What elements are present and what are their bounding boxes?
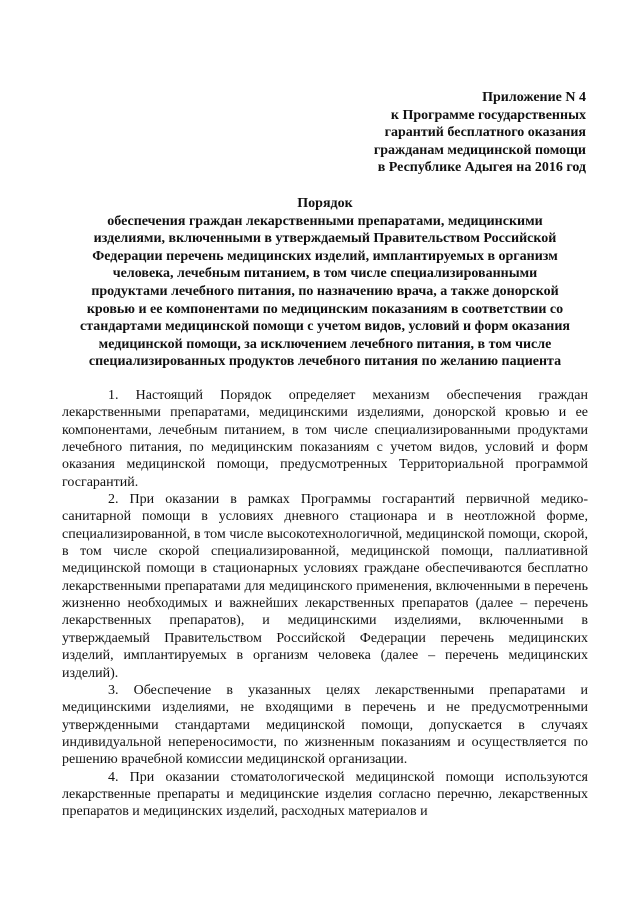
appendix-line: к Программе государственных [390,107,586,123]
title-line: кровью и ее компонентами по медицинским показаниям в соответствии со [86,301,564,317]
title-line: стандартами медицинской помощи с учетом видов, условий и форм оказания [79,319,570,335]
title-line: специализированных продуктов лечебного питания по желанию пациента [88,354,562,370]
appendix-line: Приложение N 4 [482,90,586,105]
appendix-line: гарантий бесплатного оказания [384,125,586,140]
paragraph-1: 1. Настоящий Порядок определяет механизм обеспечения граждан лекарственными препаратами, медицинскими изделиями, донорской кровью и ее компонентами, лечебным питанием, в том числе специализированными продуктами лечебного питания, по медицинским показаниям с учетом видов, условий и форм оказания медицинской помощи, предусмотренных Территориальной программой госгарантий. [62,388,588,490]
document-title [60,195,590,371]
paragraph-2: 2. При оказании в рамках Программы госгарантий первичной медико-санитарной помощи в условиях дневного стационара и в неотложной форме, специализированной, в том числе высокотехнологичной, медицинской помощи, скорой, в том числе скорой специализированной, медицинской помощи, паллиативной медицинской помощи в стационарных условиях граждане обеспечиваются бесплатно лекарственными препаратами для медицинского применения, включенными в перечень жизненно необходимых и важнейших лекарственных препаратов (далее – перечень лекарственных препаратов), и медицинскими изделиями, включенными в утверждаемый Правительством Российской Федерации перечень медицинских изделий, имплантируемых в организм человека (далее – перечень медицинских изделий). [62,492,588,681]
document-body [62,387,588,821]
title-line: Федерации перечень медицинских изделий, имплантируемых в организм [92,248,558,264]
appendix-line: в Республике Адыгея на 2016 год [377,160,586,175]
paragraph-3: 3. Обеспечение в указанных целях лекарственными препаратами и медицинскими изделиями, не входящими в перечень и не предусмотренными утвержденными стандартами медицинской помощи, допускается в случаях индивидуальной непереносимости, по жизненным показаниям и осуществляется по решению врачебной комиссии медицинской организации. [62,682,588,768]
title-heading: Порядок [297,196,353,211]
title-line: медицинской помощи, за исключением лечебного питания, в том числе [98,336,552,352]
title-line: изделиями, включенными в утверждаемый Правительством Российской [93,231,557,247]
title-line: человека, лечебным питанием, в том числе специализированными [112,266,538,282]
title-line: обеспечения граждан лекарственными препаратами, медицинскими [107,213,543,229]
appendix-line: гражданам медицинской помощи [373,142,586,158]
appendix-header [266,89,586,177]
title-line: продуктами лечебного питания, по назначению врача, а также донорской [91,283,559,299]
paragraph-4: 4. При оказании стоматологической медицинской помощи используются лекарственные препараты и медицинские изделия согласно перечню, лекарственных препаратов и медицинских изделий, расходных материалов и [62,769,588,820]
